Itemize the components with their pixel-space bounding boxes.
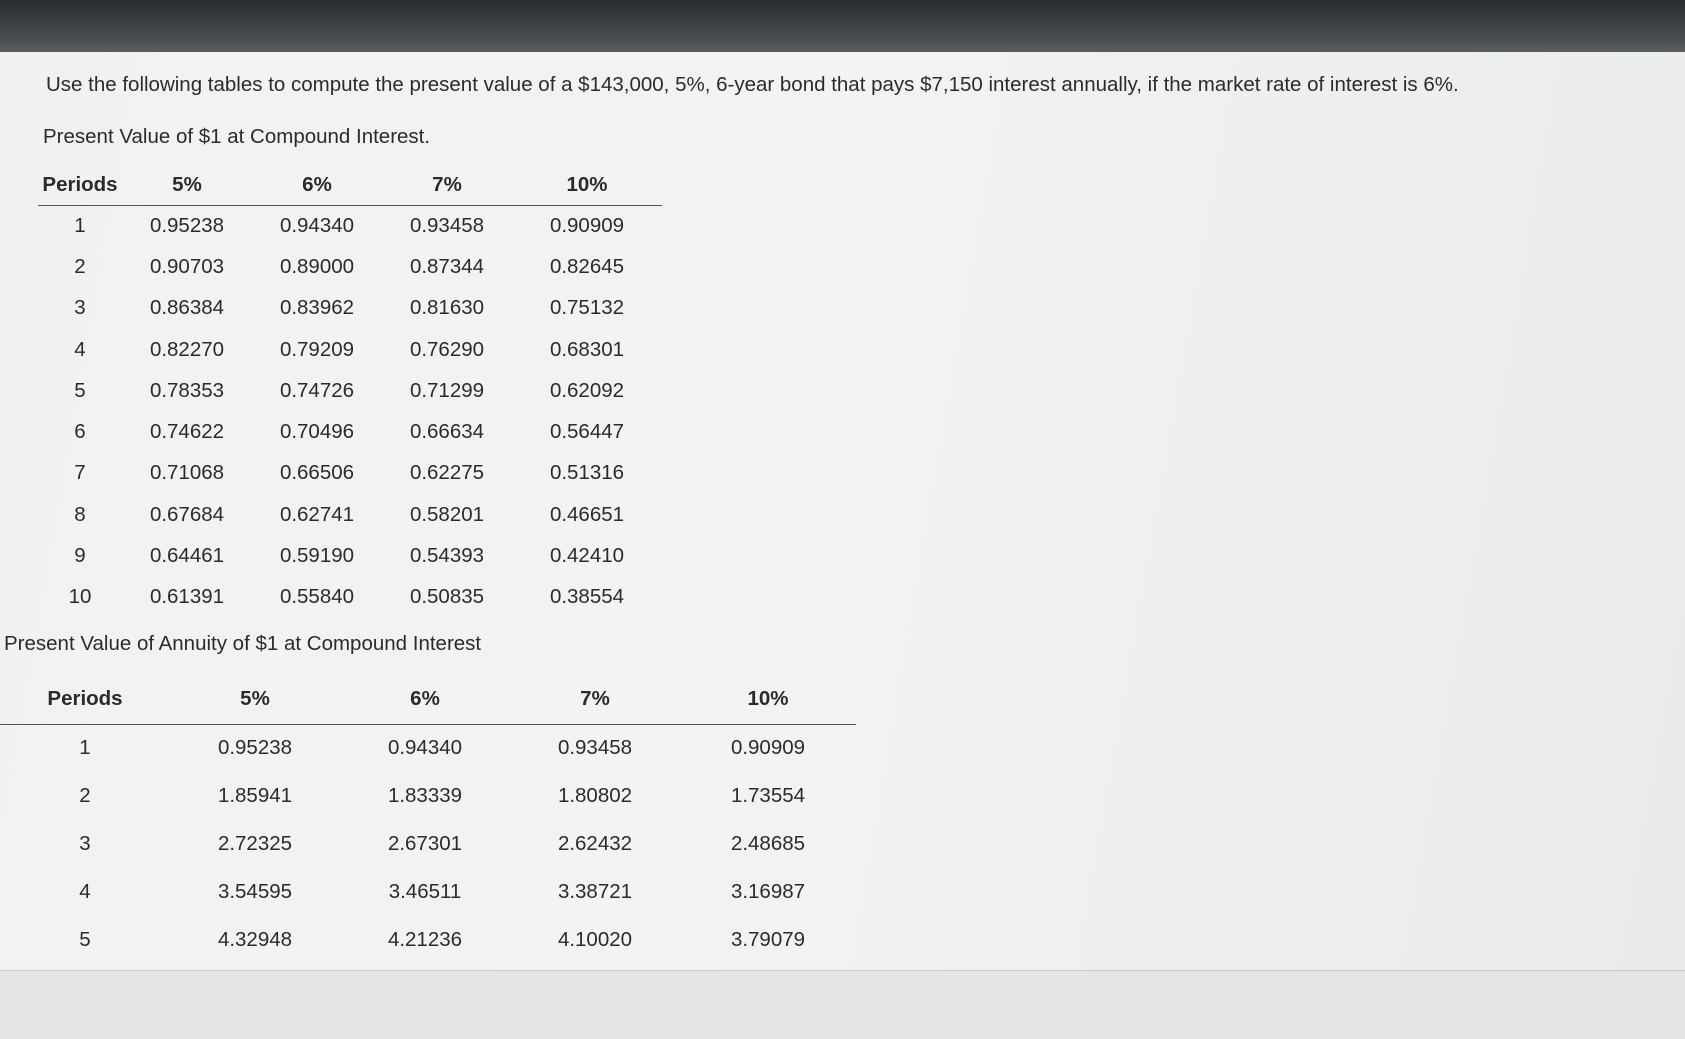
cell-value: 1.85941 bbox=[217, 784, 293, 807]
cell-value: 0.86384 bbox=[149, 296, 225, 320]
table-row bbox=[38, 329, 662, 370]
cell-value: 0.62741 bbox=[279, 502, 355, 526]
cell-value: 0.68301 bbox=[549, 337, 625, 361]
cell-value: 2.48685 bbox=[730, 832, 806, 855]
cell-value: 1.80802 bbox=[557, 784, 633, 807]
header-rate-10: 10% bbox=[512, 165, 662, 205]
cell-value: 0.81630 bbox=[409, 296, 485, 320]
table-row bbox=[38, 246, 662, 287]
cell-value: 0.75132 bbox=[549, 296, 625, 320]
table-row bbox=[38, 288, 662, 329]
cell-value: 0.90703 bbox=[149, 254, 225, 278]
cell-value: 0.58201 bbox=[409, 502, 485, 526]
cell-value: 0.93458 bbox=[409, 213, 485, 237]
cell-value: 0.94340 bbox=[279, 213, 355, 237]
cell-value: 3.79079 bbox=[730, 928, 806, 951]
header-rate-5: 5% bbox=[170, 674, 340, 724]
cell-period: 2 bbox=[79, 784, 91, 807]
cell-period: 5 bbox=[79, 928, 91, 951]
cell-value: 0.64461 bbox=[149, 544, 225, 568]
cell-value: 0.70496 bbox=[279, 420, 355, 444]
cell-value: 2.62432 bbox=[557, 832, 633, 855]
cell-value: 0.66634 bbox=[409, 420, 485, 444]
monitor-top-bezel bbox=[0, 0, 1685, 52]
table-row bbox=[38, 577, 662, 618]
cell-value: 0.59190 bbox=[279, 544, 355, 568]
header-rate-7: 7% bbox=[510, 674, 680, 724]
header-rate-6: 6% bbox=[252, 165, 382, 205]
cell-value: 1.73554 bbox=[730, 784, 806, 807]
cell-value: 0.78353 bbox=[149, 378, 225, 402]
table-row bbox=[0, 916, 856, 964]
cell-value: 0.66506 bbox=[279, 461, 355, 485]
cell-value: 0.87344 bbox=[409, 254, 485, 278]
cell-period: 10 bbox=[68, 585, 92, 609]
cell-value: 0.90909 bbox=[549, 213, 625, 237]
cell-value: 0.71299 bbox=[409, 378, 485, 402]
page-bottom-area bbox=[0, 970, 1685, 1039]
table-row bbox=[38, 205, 662, 246]
cell-value: 0.82270 bbox=[149, 337, 225, 361]
cell-value: 0.55840 bbox=[279, 585, 355, 609]
cell-value: 0.83962 bbox=[279, 296, 355, 320]
cell-value: 0.62275 bbox=[409, 461, 485, 485]
cell-value: 0.50835 bbox=[409, 585, 485, 609]
cell-value: 2.72325 bbox=[217, 832, 293, 855]
cell-value: 0.74726 bbox=[279, 378, 355, 402]
cell-period: 6 bbox=[74, 420, 86, 444]
cell-value: 0.42410 bbox=[549, 544, 625, 568]
table-row bbox=[0, 820, 856, 868]
cell-value: 0.93458 bbox=[557, 736, 633, 760]
annuity-table-title: Present Value of Annuity of $1 at Compound Interest bbox=[4, 632, 482, 655]
header-periods: Periods bbox=[0, 674, 170, 724]
cell-value: 3.54595 bbox=[217, 880, 293, 903]
cell-value: 4.10020 bbox=[557, 928, 633, 951]
cell-value: 0.95238 bbox=[149, 213, 225, 237]
cell-value: 0.38554 bbox=[549, 585, 625, 609]
cell-value: 0.67684 bbox=[149, 502, 225, 526]
table-row bbox=[38, 535, 662, 576]
cell-value: 0.95238 bbox=[217, 736, 293, 760]
cell-value: 1.83339 bbox=[387, 784, 463, 807]
header-rate-7: 7% bbox=[382, 165, 512, 205]
table-header-row bbox=[38, 165, 662, 205]
question-text: Use the following tables to compute the present value of a $143,000, 5%, 6-year bond that pays $7,150 interest annually, if the market rate of interest is 6%. bbox=[46, 73, 1459, 96]
cell-period: 4 bbox=[74, 337, 86, 361]
cell-value: 0.89000 bbox=[279, 254, 355, 278]
header-rate-10: 10% bbox=[680, 674, 856, 724]
cell-value: 0.51316 bbox=[549, 461, 625, 485]
cell-period: 5 bbox=[74, 378, 86, 402]
cell-value: 3.16987 bbox=[730, 880, 806, 903]
cell-value: 0.76290 bbox=[409, 337, 485, 361]
cell-value: 0.61391 bbox=[149, 585, 225, 609]
table-row bbox=[0, 868, 856, 916]
pv-table-title: Present Value of $1 at Compound Interest. bbox=[43, 125, 431, 148]
cell-value: 0.94340 bbox=[387, 736, 463, 760]
annuity-value-table bbox=[0, 674, 856, 964]
cell-value: 3.38721 bbox=[557, 880, 633, 903]
cell-value: 0.62092 bbox=[549, 378, 625, 402]
cell-period: 7 bbox=[74, 461, 86, 485]
table-header-row bbox=[0, 674, 856, 724]
cell-value: 0.46651 bbox=[549, 502, 625, 526]
cell-value: 0.54393 bbox=[409, 544, 485, 568]
cell-value: 0.90909 bbox=[730, 736, 806, 760]
present-value-table bbox=[38, 165, 662, 618]
table-row bbox=[38, 411, 662, 452]
table-row bbox=[38, 494, 662, 535]
cell-value: 0.71068 bbox=[149, 461, 225, 485]
table-row bbox=[38, 453, 662, 494]
cell-period: 1 bbox=[74, 213, 86, 237]
cell-period: 3 bbox=[74, 296, 86, 320]
cell-period: 1 bbox=[79, 736, 91, 760]
cell-value: 0.56447 bbox=[549, 420, 625, 444]
cell-period: 3 bbox=[79, 832, 91, 855]
cell-period: 8 bbox=[74, 502, 86, 526]
cell-value: 3.46511 bbox=[388, 880, 462, 903]
header-rate-6: 6% bbox=[340, 674, 510, 724]
cell-value: 4.32948 bbox=[217, 928, 293, 951]
table-row bbox=[38, 370, 662, 411]
table-row bbox=[0, 772, 856, 820]
cell-value: 0.82645 bbox=[549, 254, 625, 278]
table-row bbox=[0, 724, 856, 772]
cell-period: 2 bbox=[74, 254, 86, 278]
cell-value: 0.74622 bbox=[149, 420, 225, 444]
cell-value: 0.79209 bbox=[279, 337, 355, 361]
cell-value: 2.67301 bbox=[387, 832, 463, 855]
header-periods: Periods bbox=[38, 165, 122, 205]
cell-period: 9 bbox=[74, 544, 86, 568]
cell-period: 4 bbox=[79, 880, 91, 903]
cell-value: 4.21236 bbox=[387, 928, 463, 951]
header-rate-5: 5% bbox=[122, 165, 252, 205]
